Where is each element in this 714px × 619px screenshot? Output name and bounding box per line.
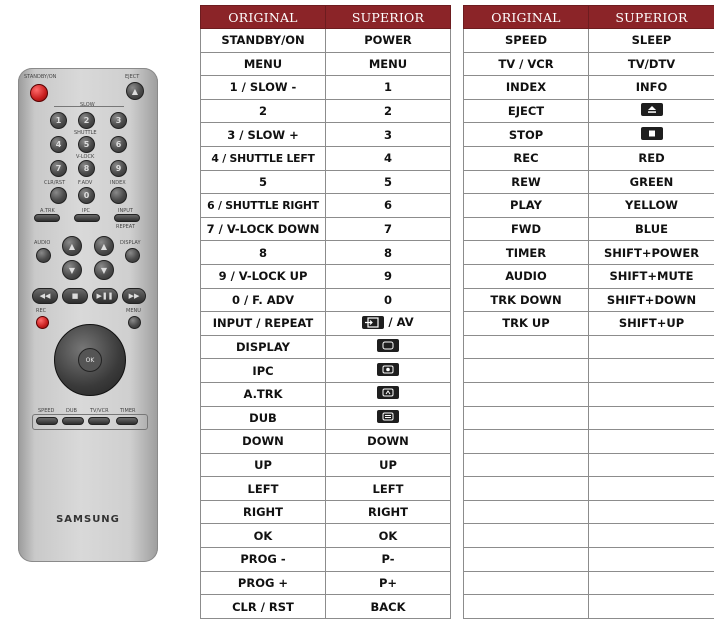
cell-superior	[326, 359, 451, 383]
table-row	[464, 170, 714, 194]
cell-superior: TV/DTV	[589, 52, 714, 76]
remote-index-button	[110, 187, 127, 204]
cell-superior: GREEN	[589, 170, 714, 194]
cell-superior: INFO	[589, 76, 714, 100]
cell-superior	[589, 524, 714, 548]
cell-original: PROG +	[201, 571, 326, 595]
remote-label-vlock: V-LOCK	[76, 154, 94, 160]
table-row	[201, 146, 451, 170]
cell-superior: SHIFT+DOWN	[589, 288, 714, 312]
table-row	[464, 382, 714, 406]
table-row	[201, 430, 451, 454]
cell-superior-content	[362, 315, 413, 329]
table-row	[201, 524, 451, 548]
cell-original: EJECT	[464, 99, 589, 123]
cell-superior: LEFT	[326, 477, 451, 501]
remote-label-eject: EJECT	[125, 74, 139, 80]
stop-icon	[641, 127, 663, 140]
remote-digit-8: 8	[78, 160, 95, 177]
cell-original: TIMER	[464, 241, 589, 265]
cell-original: IPC	[201, 359, 326, 383]
remote-label-ipc: IPC	[82, 208, 90, 214]
cell-superior-content	[377, 386, 399, 399]
cell-superior	[589, 477, 714, 501]
remote-label-fadv: F.ADV	[78, 180, 92, 186]
table-row	[464, 194, 714, 218]
table-row	[201, 194, 451, 218]
cell-original: REW	[464, 170, 589, 194]
remote-speed-button	[36, 417, 58, 425]
cell-original	[464, 382, 589, 406]
remote-tvvcr-button	[88, 417, 110, 425]
cell-original: RIGHT	[201, 500, 326, 524]
cell-original: CLR / RST	[201, 595, 326, 619]
cell-original: STOP	[464, 123, 589, 147]
cell-superior: SHIFT+UP	[589, 312, 714, 336]
cell-original: STANDBY/ON	[201, 29, 326, 53]
remote-label-dub: DUB	[66, 408, 77, 414]
remote-label-slow: SLOW	[80, 102, 95, 108]
cell-original: 3 / SLOW +	[201, 123, 326, 147]
remote-prog-up-button: ▲	[62, 236, 82, 256]
table-row	[201, 335, 451, 359]
table-row	[464, 477, 714, 501]
table-row	[464, 524, 714, 548]
cell-superior: SHIFT+MUTE	[589, 264, 714, 288]
remote-label-input: INPUT	[118, 208, 133, 214]
cell-superior: 6	[326, 194, 451, 218]
table-row	[464, 571, 714, 595]
table-row	[464, 29, 714, 53]
table-row	[201, 595, 451, 619]
table-row	[464, 312, 714, 336]
cell-original: 0 / F. ADV	[201, 288, 326, 312]
cell-superior: DOWN	[326, 430, 451, 454]
cell-superior: BLUE	[589, 217, 714, 241]
table-row	[201, 241, 451, 265]
remote-ipc-button	[74, 214, 100, 222]
table-row	[464, 241, 714, 265]
remote-label-tvvcr: TV/VCR	[90, 408, 109, 414]
cell-superior	[326, 382, 451, 406]
table-row	[201, 312, 451, 336]
remote-eject-button: ▲	[126, 82, 144, 100]
cell-superior: RIGHT	[326, 500, 451, 524]
cell-superior: 5	[326, 170, 451, 194]
remote-play-button: ▶❚❚	[92, 288, 118, 304]
cell-original: 6 / SHUTTLE RIGHT	[201, 194, 326, 218]
cell-superior: 2	[326, 99, 451, 123]
cell-superior	[326, 406, 451, 430]
remote-label-display: DISPLAY	[120, 240, 141, 246]
remote-label-speed: SPEED	[38, 408, 54, 414]
cell-superior	[589, 406, 714, 430]
cell-original: 7 / V-LOCK DOWN	[201, 217, 326, 241]
cell-original: REC	[464, 146, 589, 170]
table-row	[201, 217, 451, 241]
cell-superior	[589, 335, 714, 359]
table-row	[464, 406, 714, 430]
table-row	[201, 264, 451, 288]
cell-original: TRK DOWN	[464, 288, 589, 312]
cell-superior-content	[377, 410, 399, 423]
table-row	[201, 500, 451, 524]
cell-superior: MENU	[326, 52, 451, 76]
remote-trk-down-button: ▼	[94, 260, 114, 280]
remote-label-repeat: REPEAT	[116, 224, 135, 230]
table-row	[464, 359, 714, 383]
table-row	[201, 477, 451, 501]
cell-original: MENU	[201, 52, 326, 76]
cell-original: 1 / SLOW -	[201, 76, 326, 100]
cell-original: SPEED	[464, 29, 589, 53]
table-row	[201, 406, 451, 430]
cell-superior: UP	[326, 453, 451, 477]
cell-original: INPUT / REPEAT	[201, 312, 326, 336]
remote-audio-button	[36, 248, 51, 263]
atrk-button-icon	[377, 386, 399, 399]
table-row	[464, 548, 714, 572]
cell-superior-content	[377, 363, 399, 376]
table-row	[201, 453, 451, 477]
table-row	[201, 170, 451, 194]
remote-label-atrk: A.TRK	[40, 208, 55, 214]
cell-superior: P-	[326, 548, 451, 572]
cell-original: DOWN	[201, 430, 326, 454]
cell-original: 5	[201, 170, 326, 194]
remote-label-shuttle: SHUTTLE	[74, 130, 97, 136]
remote-label-rec: REC	[36, 308, 46, 314]
remote-body	[18, 68, 158, 562]
column-header-superior: SUPERIOR	[589, 6, 714, 29]
cell-superior: SHIFT+POWER	[589, 241, 714, 265]
remote-digit-3: 3	[110, 112, 127, 129]
table-row	[201, 52, 451, 76]
cell-superior: 3	[326, 123, 451, 147]
remote-fwd-button: ▶▶	[122, 288, 146, 304]
table-row	[464, 76, 714, 100]
column-header-original: ORIGINAL	[464, 6, 589, 29]
remote-atrk-button	[34, 214, 60, 222]
cell-original: 4 / SHUTTLE LEFT	[201, 146, 326, 170]
table-row	[201, 123, 451, 147]
table-row	[464, 453, 714, 477]
cell-original	[464, 406, 589, 430]
mapping-table-left	[200, 5, 451, 619]
remote-label-standby: STANDBY/ON	[24, 74, 56, 80]
cell-superior: SLEEP	[589, 29, 714, 53]
remote-rec-button	[36, 316, 49, 329]
cell-original	[464, 359, 589, 383]
cell-original	[464, 335, 589, 359]
cell-superior	[589, 548, 714, 572]
remote-rew-button: ◀◀	[32, 288, 58, 304]
cell-original: FWD	[464, 217, 589, 241]
cell-original: TV / VCR	[464, 52, 589, 76]
cell-superior: RED	[589, 146, 714, 170]
table-header-row	[201, 6, 451, 29]
dub-button-icon	[377, 410, 399, 423]
remote-image	[0, 0, 196, 616]
cell-original: A.TRK	[201, 382, 326, 406]
cell-original: 2	[201, 99, 326, 123]
cell-original	[464, 524, 589, 548]
remote-digit-0: 0	[78, 187, 95, 204]
remote-digit-6: 6	[110, 136, 127, 153]
column-header-superior: SUPERIOR	[326, 6, 451, 29]
cell-original: PLAY	[464, 194, 589, 218]
cell-superior	[589, 99, 714, 123]
remote-input-button	[114, 214, 140, 222]
remote-prog-down-button: ▼	[62, 260, 82, 280]
cell-original	[464, 571, 589, 595]
remote-menu-button	[128, 316, 141, 329]
cell-superior: BACK	[326, 595, 451, 619]
table-row	[201, 29, 451, 53]
remote-digit-1: 1	[50, 112, 67, 129]
cell-original	[464, 548, 589, 572]
cell-superior	[589, 571, 714, 595]
cell-superior-text: / AV	[388, 315, 413, 329]
display-button-icon	[377, 339, 399, 352]
table-row	[464, 595, 714, 619]
cell-original: UP	[201, 453, 326, 477]
table-row	[201, 359, 451, 383]
cell-superior	[326, 335, 451, 359]
remote-label-menu: MENU	[126, 308, 141, 314]
table-row	[464, 500, 714, 524]
cell-original: TRK UP	[464, 312, 589, 336]
remote-power-button	[30, 84, 48, 102]
table-header-row	[464, 6, 714, 29]
table-row	[464, 430, 714, 454]
table-row	[464, 217, 714, 241]
cell-superior	[589, 123, 714, 147]
cell-superior: OK	[326, 524, 451, 548]
table-row	[464, 146, 714, 170]
remote-brand-logo: SAMSUNG	[18, 514, 158, 525]
cell-original: 9 / V-LOCK UP	[201, 264, 326, 288]
table-row	[201, 76, 451, 100]
remote-label-index: INDEX	[110, 180, 126, 186]
cell-superior	[589, 382, 714, 406]
column-header-original: ORIGINAL	[201, 6, 326, 29]
cell-original: DISPLAY	[201, 335, 326, 359]
cell-original: DUB	[201, 406, 326, 430]
cell-original: INDEX	[464, 76, 589, 100]
remote-digit-9: 9	[110, 160, 127, 177]
table-row	[201, 99, 451, 123]
cell-original	[464, 595, 589, 619]
remote-digit-4: 4	[50, 136, 67, 153]
cell-superior	[589, 430, 714, 454]
remote-stop-button: ■	[62, 288, 88, 304]
eject-icon	[641, 103, 663, 116]
remote-trk-up-button: ▲	[94, 236, 114, 256]
cell-original	[464, 477, 589, 501]
cell-superior-content	[641, 103, 663, 116]
remote-clr-button	[50, 187, 67, 204]
remote-label-clr: CLR/RST	[44, 180, 65, 186]
cell-superior	[589, 500, 714, 524]
cell-superior: 7	[326, 217, 451, 241]
cell-superior: 1	[326, 76, 451, 100]
table-row	[464, 288, 714, 312]
cell-original	[464, 430, 589, 454]
cell-superior	[326, 312, 451, 336]
remote-label-timer: TIMER	[120, 408, 135, 414]
table-row	[464, 52, 714, 76]
cell-superior-content	[377, 339, 399, 352]
remote-digit-2: 2	[78, 112, 95, 129]
cell-original	[464, 453, 589, 477]
table-row	[464, 123, 714, 147]
cell-superior	[589, 595, 714, 619]
table-row	[201, 571, 451, 595]
cell-superior-content	[641, 127, 663, 140]
table-row	[464, 335, 714, 359]
cell-original: LEFT	[201, 477, 326, 501]
cell-superior: 4	[326, 146, 451, 170]
remote-timer-button	[116, 417, 138, 425]
mapping-table-right	[463, 5, 714, 619]
remote-ok-button: OK	[78, 348, 102, 372]
cell-original: PROG -	[201, 548, 326, 572]
cell-original	[464, 500, 589, 524]
table-row	[201, 288, 451, 312]
input-source-icon	[362, 316, 384, 329]
cell-superior: 0	[326, 288, 451, 312]
cell-superior: 9	[326, 264, 451, 288]
remote-digit-7: 7	[50, 160, 67, 177]
cell-superior	[589, 453, 714, 477]
cell-original: OK	[201, 524, 326, 548]
cell-original: 8	[201, 241, 326, 265]
cell-superior	[589, 359, 714, 383]
remote-dub-button	[62, 417, 84, 425]
cell-original: AUDIO	[464, 264, 589, 288]
remote-digit-5: 5	[78, 136, 95, 153]
table-row	[464, 99, 714, 123]
cell-superior: YELLOW	[589, 194, 714, 218]
ipc-button-icon	[377, 363, 399, 376]
cell-superior: 8	[326, 241, 451, 265]
cell-superior: POWER	[326, 29, 451, 53]
table-row	[201, 382, 451, 406]
remote-label-audio: AUDIO	[34, 240, 50, 246]
cell-superior: P+	[326, 571, 451, 595]
table-row	[464, 264, 714, 288]
remote-display-button	[125, 248, 140, 263]
table-row	[201, 548, 451, 572]
